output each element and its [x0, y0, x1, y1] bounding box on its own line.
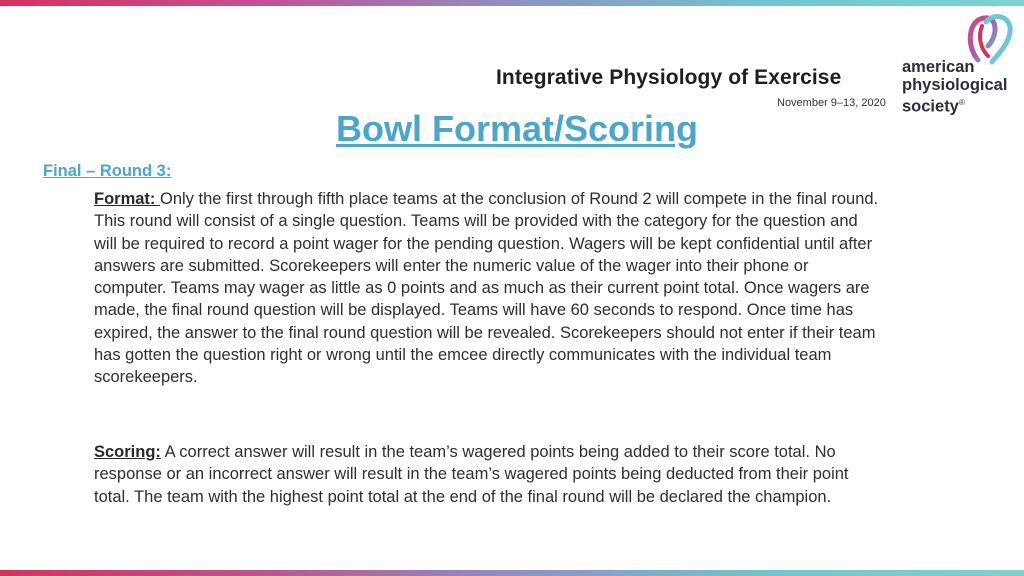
conference-date: November 9–13, 2020 — [777, 97, 886, 109]
section-heading: Final – Round 3: — [43, 162, 172, 180]
top-gradient-bar — [0, 0, 1024, 6]
logo-line-physiological: physiological — [902, 76, 1008, 94]
aps-logo — [902, 12, 1014, 116]
logo-line-american: american — [902, 58, 975, 76]
scoring-text: A correct answer will result in the team’s wagered points being added to their score total. No response or an incorrect answer will result in the team’s wagered points being deducted from their point total. The team with the highest point total at the end of the final round will be declared the champion. — [94, 443, 849, 506]
format-text: Only the first through fifth place teams at the conclusion of Round 2 will compete in the final round. This round will consist of a single question. Teams will be provided with the category for the question and will be required to record a point wager for the pending question. Wagers will be kept confidential until after answers are submitted. Scorekeepers will enter the numeric value of the wager into their phone or computer. Teams may wager as little as 0 points and as much as their current point total. Once wagers are made, the final round question will be displayed. Teams will have 60 seconds to respond. Once time has expired, the answer to the final round question will be revealed. Scorekeepers should not enter if their team has gotten the question right or wrong until the emcee directly communicates with the individual team scorekeepers. — [94, 190, 879, 387]
scoring-label: Scoring: — [94, 443, 161, 461]
scoring-paragraph — [94, 441, 884, 508]
logo-line-society: society® — [902, 97, 965, 116]
bottom-gradient-bar — [0, 570, 1024, 576]
conference-title: Integrative Physiology of Exercise — [496, 66, 842, 89]
slide-title: Bowl Format/Scoring — [335, 108, 699, 149]
format-paragraph — [94, 188, 884, 389]
aps-logo-wordmark — [902, 58, 1007, 116]
format-label: Format: — [94, 190, 160, 208]
